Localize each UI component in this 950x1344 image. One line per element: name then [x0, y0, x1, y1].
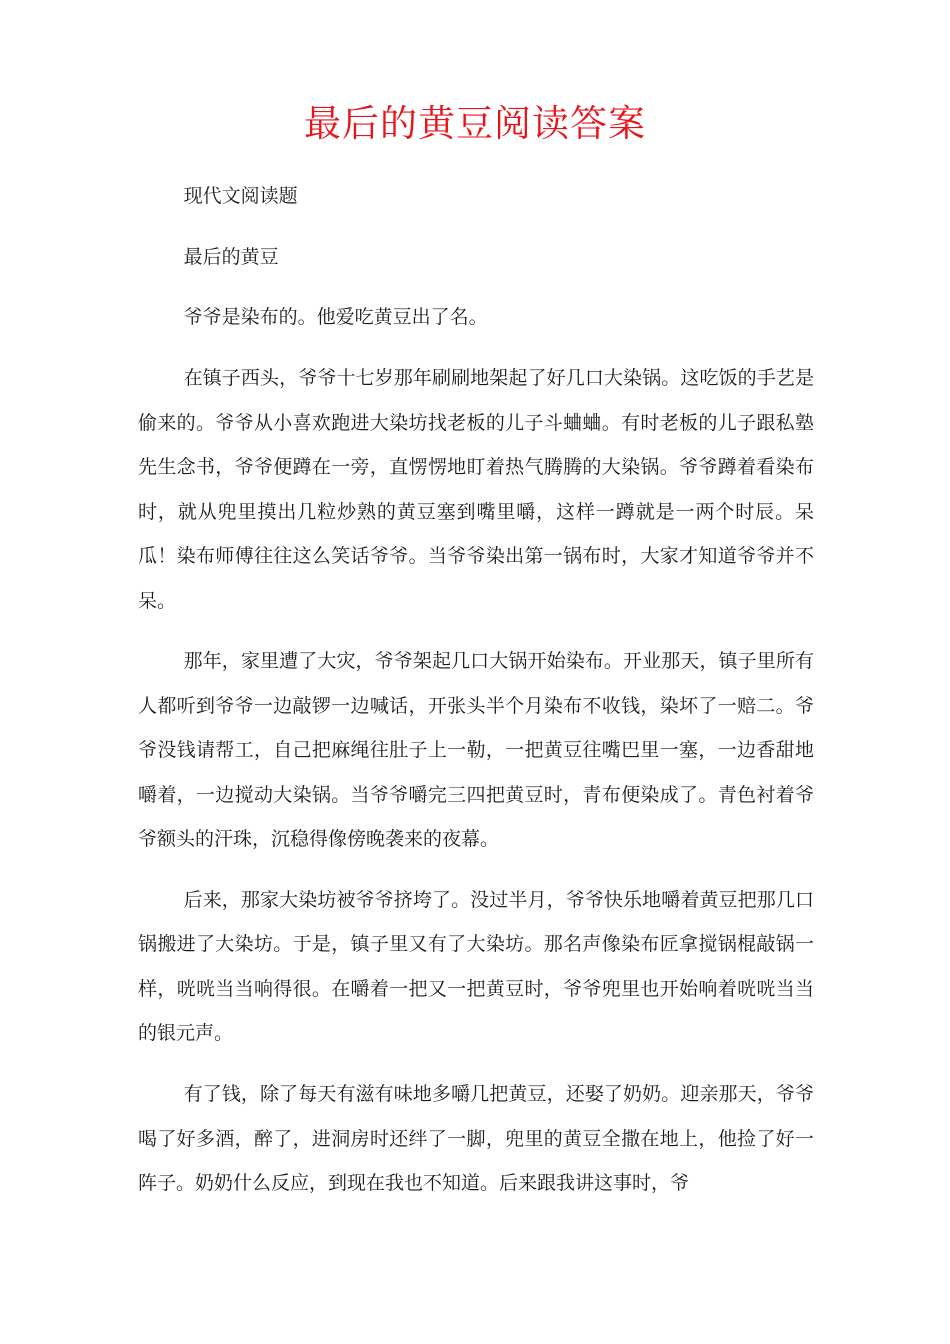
paragraph-3: 那年，家里遭了大灾，爷爷架起几口大锅开始染布。开业那天，镇子里所有人都听到爷爷一边敲锣一边喊话，开张头半个月染布不收钱，染坏了一赔二。爷爷没钱请帮工，自己把麻绳往肚子上一勒，一把黄豆往嘴巴里一塞，一边香甜地嚼着，一边搅动大染锅。当爷爷嚼完三四把黄豆时，青布便染成了。青色衬着爷爷额头的汗珠，沉稳得像傍晚袭来的夜幕。 — [138, 650, 814, 851]
paragraph-1: 爷爷是染布的。他爱吃黄豆出了名。 — [183, 306, 488, 329]
paragraph-story-title: 最后的黄豆 — [183, 245, 279, 268]
document-title: 最后的黄豆阅读答案 — [304, 102, 646, 145]
paragraph-5: 有了钱，除了每天有滋有味地多嚼几把黄豆，还娶了奶奶。迎亲那天，爷爷喝了好多酒，醉了，进洞房时还绊了一脚，兜里的黄豆全撒在地上，他捡了好一阵子。奶奶什么反应，到现在我也不知道。后来跟我讲这事时，爷 — [138, 1083, 814, 1195]
paragraph-4: 后来，那家大染坊被爷爷挤垮了。没过半月，爷爷快乐地嚼着黄豆把那几口锅搬进了大染坊。于是，镇子里又有了大染坊。那名声像染布匠拿搅锅棍敲锅一样，咣咣当当响得很。在嚼着一把又一把黄豆时，爷爷兜里也开始响着咣咣当当的银元声。 — [138, 888, 814, 1045]
document-body — [138, 174, 814, 1222]
paragraph-subtitle: 现代文阅读题 — [183, 185, 298, 207]
paragraph-2: 在镇子西头，爷爷十七岁那年刷刷地架起了好几口大染锅。这吃饭的手艺是偷来的。爷爷从小喜欢跑进大染坊找老板的儿子斗蛐蛐。有时老板的儿子跟私塾先生念书，爷爷便蹲在一旁，直愣愣地盯着热气腾腾的大染锅。爷爷蹲着看染布时，就从兜里摸出几粒炒熟的黄豆塞到嘴里嚼，这样一蹲就是一两个时辰。呆瓜！染布师傅往往这么笑话爷爷。当爷爷染出第一锅布时，大家才知道爷爷并不呆。 — [138, 367, 814, 612]
